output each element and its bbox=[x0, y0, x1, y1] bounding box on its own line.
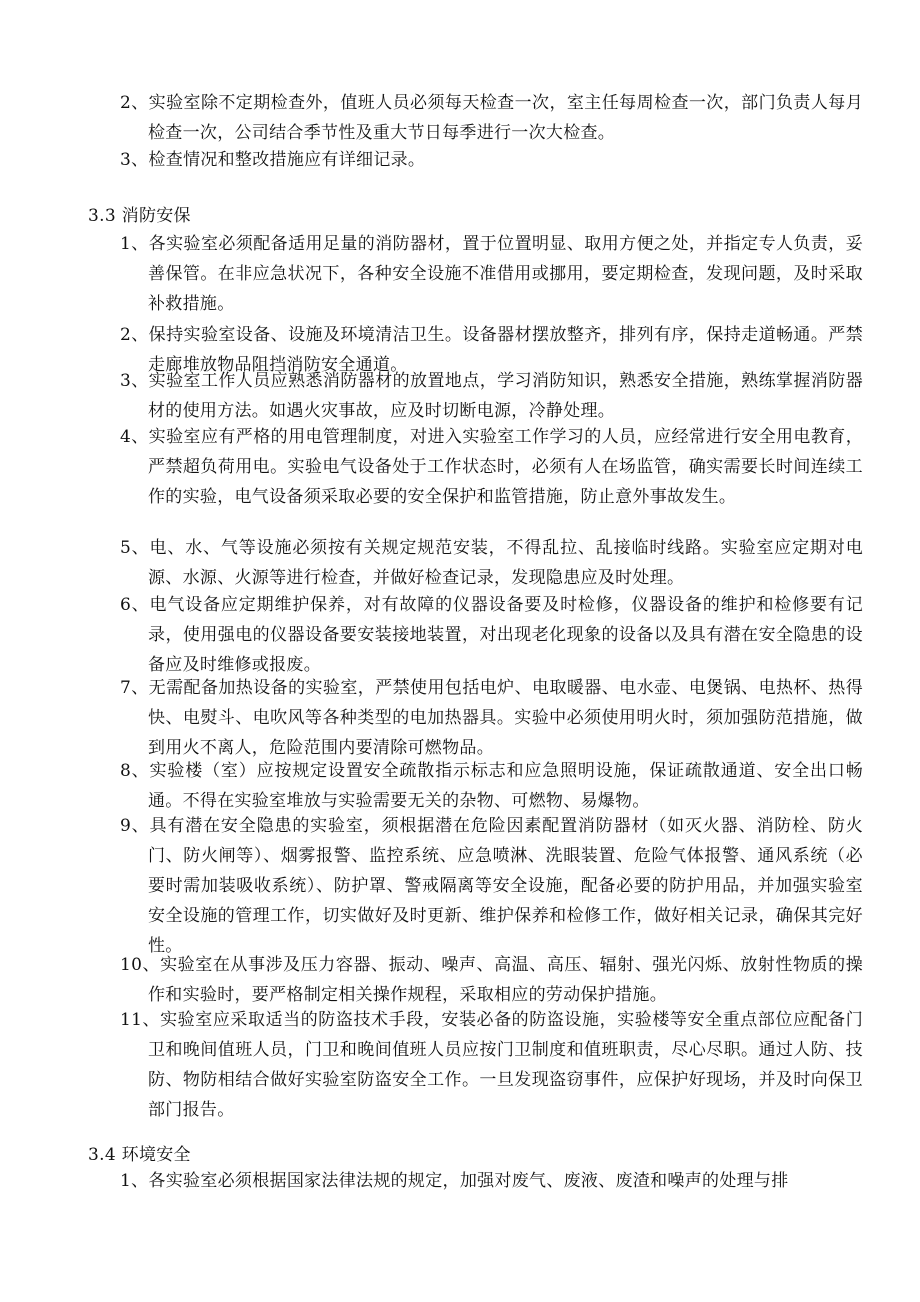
list-item: 3、实验室工作人员应熟悉消防器材的放置地点，学习消防知识，熟悉安全措施，熟练掌握消防器材的使用方法。如遇火灾事故，应及时切断电源，冷静处理。 bbox=[120, 371, 863, 421]
list-item: 11、实验室应采取适当的防盗技术手段，安装必备的防盗设施，实验楼等安全重点部位应配备门卫和晚间值班人员，门卫和晚间值班人员应按门卫制度和值班职责，尽心尽职。通过人防、技防、物防相结合做好实验室防盗安全工作。一旦发现盗窃事件，应保护好现场，并及时向保卫部门报告。 bbox=[120, 1010, 863, 1120]
section-heading-3-3: 3.3 消防安保 bbox=[88, 206, 191, 226]
list-item: 7、无需配备加热设备的实验室，严禁使用包括电炉、电取暖器、电水壶、电煲锅、电热杯、热得快、电熨斗、电吹风等各种类型的电加热器具。实验中必须使用明火时，须加强防范措施，做到用火不离人，危险范围内要清除可燃物品。 bbox=[120, 678, 863, 758]
list-item: 2、保持实验室设备、设施及环境清洁卫生。设备器材摆放整齐，排列有序，保持走道畅通。严禁走廊堆放物品阻挡消防安全通道。 bbox=[120, 325, 863, 375]
list-item: 1、各实验室必须根据国家法律法规的规定，加强对废气、废液、废渣和噪声的处理与排 bbox=[120, 1171, 789, 1191]
section-heading-3-4: 3.4 环境安全 bbox=[88, 1145, 191, 1165]
list-item: 3、检查情况和整改措施应有详细记录。 bbox=[120, 150, 426, 170]
list-item: 4、实验室应有严格的用电管理制度，对进入实验室工作学习的人员，应经常进行安全用电教育，严禁超负荷用电。实验电气设备处于工作状态时，必须有人在场监管，确实需要长时间连续工作的实验，电气设备须采取必要的安全保护和监管措施，防止意外事故发生。 bbox=[120, 427, 863, 507]
list-item: 9、具有潜在安全隐患的实验室，须根据潜在危险因素配置消防器材（如灭火器、消防栓、防火门、防火闸等）、烟雾报警、监控系统、应急喷淋、洗眼装置、危险气体报警、通风系统（必要时需加装吸收系统）、防护罩、警戒隔离等安全设施，配备必要的防护用品，并加强实验室安全设施的管理工作，切实做好及时更新、维护保养和检修工作，做好相关记录，确保其完好性。 bbox=[120, 816, 863, 956]
list-item: 1、各实验室必须配备适用足量的消防器材，置于位置明显、取用方便之处，并指定专人负责，妥善保管。在非应急状况下，各种安全设施不准借用或挪用，要定期检查，发现问题，及时采取补救措施。 bbox=[120, 234, 863, 314]
list-item: 8、实验楼（室）应按规定设置安全疏散指示标志和应急照明设施，保证疏散通道、安全出口畅通。不得在实验室堆放与实验需要无关的杂物、可燃物、易爆物。 bbox=[120, 761, 863, 811]
list-item: 6、电气设备应定期维护保养，对有故障的仪器设备要及时检修，仪器设备的维护和检修要有记录，使用强电的仪器设备要安装接地装置，对出现老化现象的设备以及具有潜在安全隐患的设备应及时维修或报废。 bbox=[120, 595, 863, 675]
list-item: 2、实验室除不定期检查外，值班人员必须每天检查一次，室主任每周检查一次，部门负责人每月检查一次，公司结合季节性及重大节日每季进行一次大检查。 bbox=[120, 93, 863, 143]
list-item: 5、电、水、气等设施必须按有关规定规范安装，不得乱拉、乱接临时线路。实验室应定期对电源、水源、火源等进行检查，并做好检查记录，发现隐患应及时处理。 bbox=[120, 538, 863, 588]
list-item: 10、实验室在从事涉及压力容器、振动、噪声、高温、高压、辐射、强光闪烁、放射性物质的操作和实验时，要严格制定相关操作规程，采取相应的劳动保护措施。 bbox=[120, 955, 863, 1005]
